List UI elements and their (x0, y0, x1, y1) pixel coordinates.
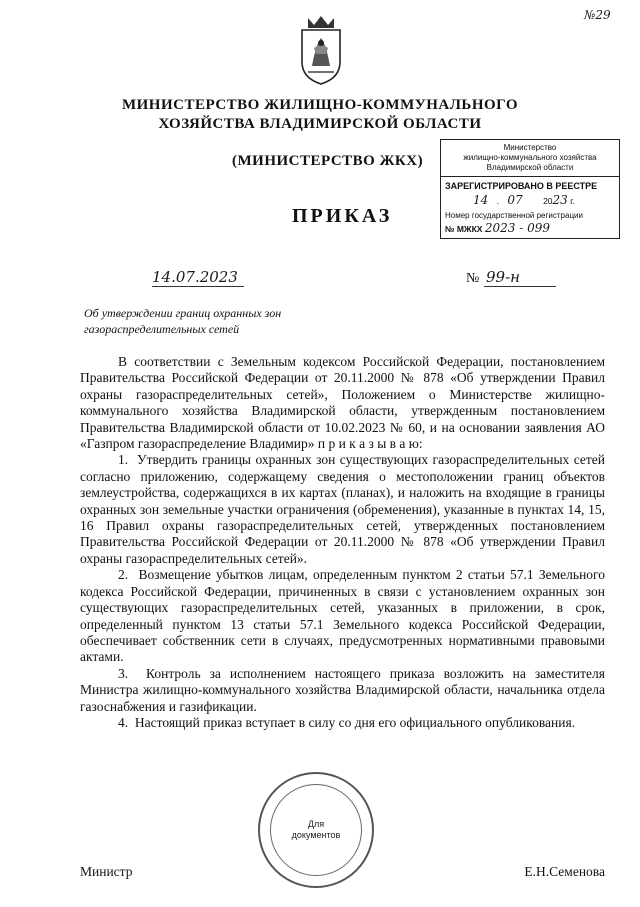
order-item-3: 3. Контроль за исполнением настоящего приказа возложить на заместителя Министра жилищно-коммунального хозяйства Владимирской области, начальника отдела газоснабжения и газификации. (80, 665, 605, 714)
registration-org-line3: Владимирской области (486, 163, 574, 172)
stamp-line1: Для (307, 819, 325, 829)
ministry-short-name: (МИНИСТЕРСТВО ЖКХ) (232, 153, 424, 169)
order-subject (84, 305, 344, 337)
ministry-name-line2: ХОЗЯЙСТВА ВЛАДИМИРСКОЙ ОБЛАСТИ (158, 116, 482, 132)
registration-number-prefix: № МЖКХ (445, 224, 483, 234)
registration-number-value: 2023 - 099 (484, 221, 550, 235)
order-item-1: 1. Утвердить границы охранных зон существующих газораспределительных сетей согласно приложению, содержащему сведения о местоположении границ объектов землеустройства, содержащихся в их картах (планах), и наложить на входящие в границы охранных зон земельные участки ограничения (обременения), указанные в пунктах 14, 15, 16 Правил охраны газораспределительных сетей, утвержденных постановлением Правительства Российской Федерации от 20.11.2000 № 878 «Об утверждении Правил охраны газораспределительных сетей». (80, 452, 605, 566)
registration-box (440, 139, 620, 239)
order-subject-line1: Об утверждении границ охранных зон (84, 306, 282, 320)
registration-day: 14 (473, 193, 489, 207)
registered-label: ЗАРЕГИСТРИРОВАНО В РЕЕСТРЕ (445, 181, 598, 191)
order-preamble: В соответствии с Земельным кодексом Российской Федерации, постановлением Правительства Российской Федерации от 20.11.2000 № 878 «Об утверждении Правил охраны газораспределительных сетей», Положением о Министерстве жилищно-коммунального хозяйства Владимирской области, утвержденным постановлением Правительства Владимирской области от 10.02.2023 № 60, и на основании заявления АО «Газпром газораспределение Владимир» п р и к а з ы в а ю: (80, 354, 605, 452)
order-number: 99-н (486, 268, 521, 286)
registration-year-end: г. (570, 196, 575, 206)
registration-number-label: Номер государственной регистрации (445, 211, 583, 220)
order-item-4: 4. Настоящий приказ вступает в силу со дня его официального опубликования. (118, 714, 576, 730)
registration-org (441, 140, 619, 177)
registration-org-line1: Министерство (503, 143, 557, 152)
order-date-underline (152, 286, 244, 287)
order-body (80, 354, 605, 731)
registration-year-suffix: 23 (552, 193, 568, 207)
registration-year-prefix: 20 (543, 196, 553, 206)
registration-details (441, 177, 619, 238)
order-number-prefix: № (466, 271, 480, 286)
order-date: 14.07.2023 (152, 268, 238, 286)
registration-date: 14 . 07 2023 г. (473, 193, 575, 207)
signatory-position: Министр (80, 864, 133, 879)
registration-org-line2: жилищно-коммунального хозяйства (463, 153, 597, 162)
order-number-underline (484, 286, 556, 287)
round-stamp (258, 772, 374, 888)
page-number-mark: №29 (584, 8, 611, 22)
signatory-name: Е.Н.Семенова (524, 864, 605, 879)
ministry-name-line1: МИНИСТЕРСТВО ЖИЛИЩНО-КОММУНАЛЬНОГО (121, 97, 518, 113)
document-type-title: ПРИКАЗ (292, 205, 393, 227)
order-subject-line2: газораспределительных сетей (84, 322, 240, 336)
registration-month: 07 (507, 193, 523, 207)
coat-of-arms-icon (298, 14, 344, 86)
stamp-line2: документов (291, 830, 341, 840)
registration-number (445, 222, 615, 235)
order-item-2: 2. Возмещение убытков лицам, определенным пунктом 2 статьи 57.1 Земельного кодекса Российской Федерации, причиненных в связи с установлением охранных зон существующих газораспределительных сетей, указанных в приложении, в срок, определенный пунктом 13 статьи 57.1 Земельного кодекса Российской Федерации, обеспечивает собственник сети в случаях, предусмотренных нормативными правовыми актами. (80, 567, 605, 665)
